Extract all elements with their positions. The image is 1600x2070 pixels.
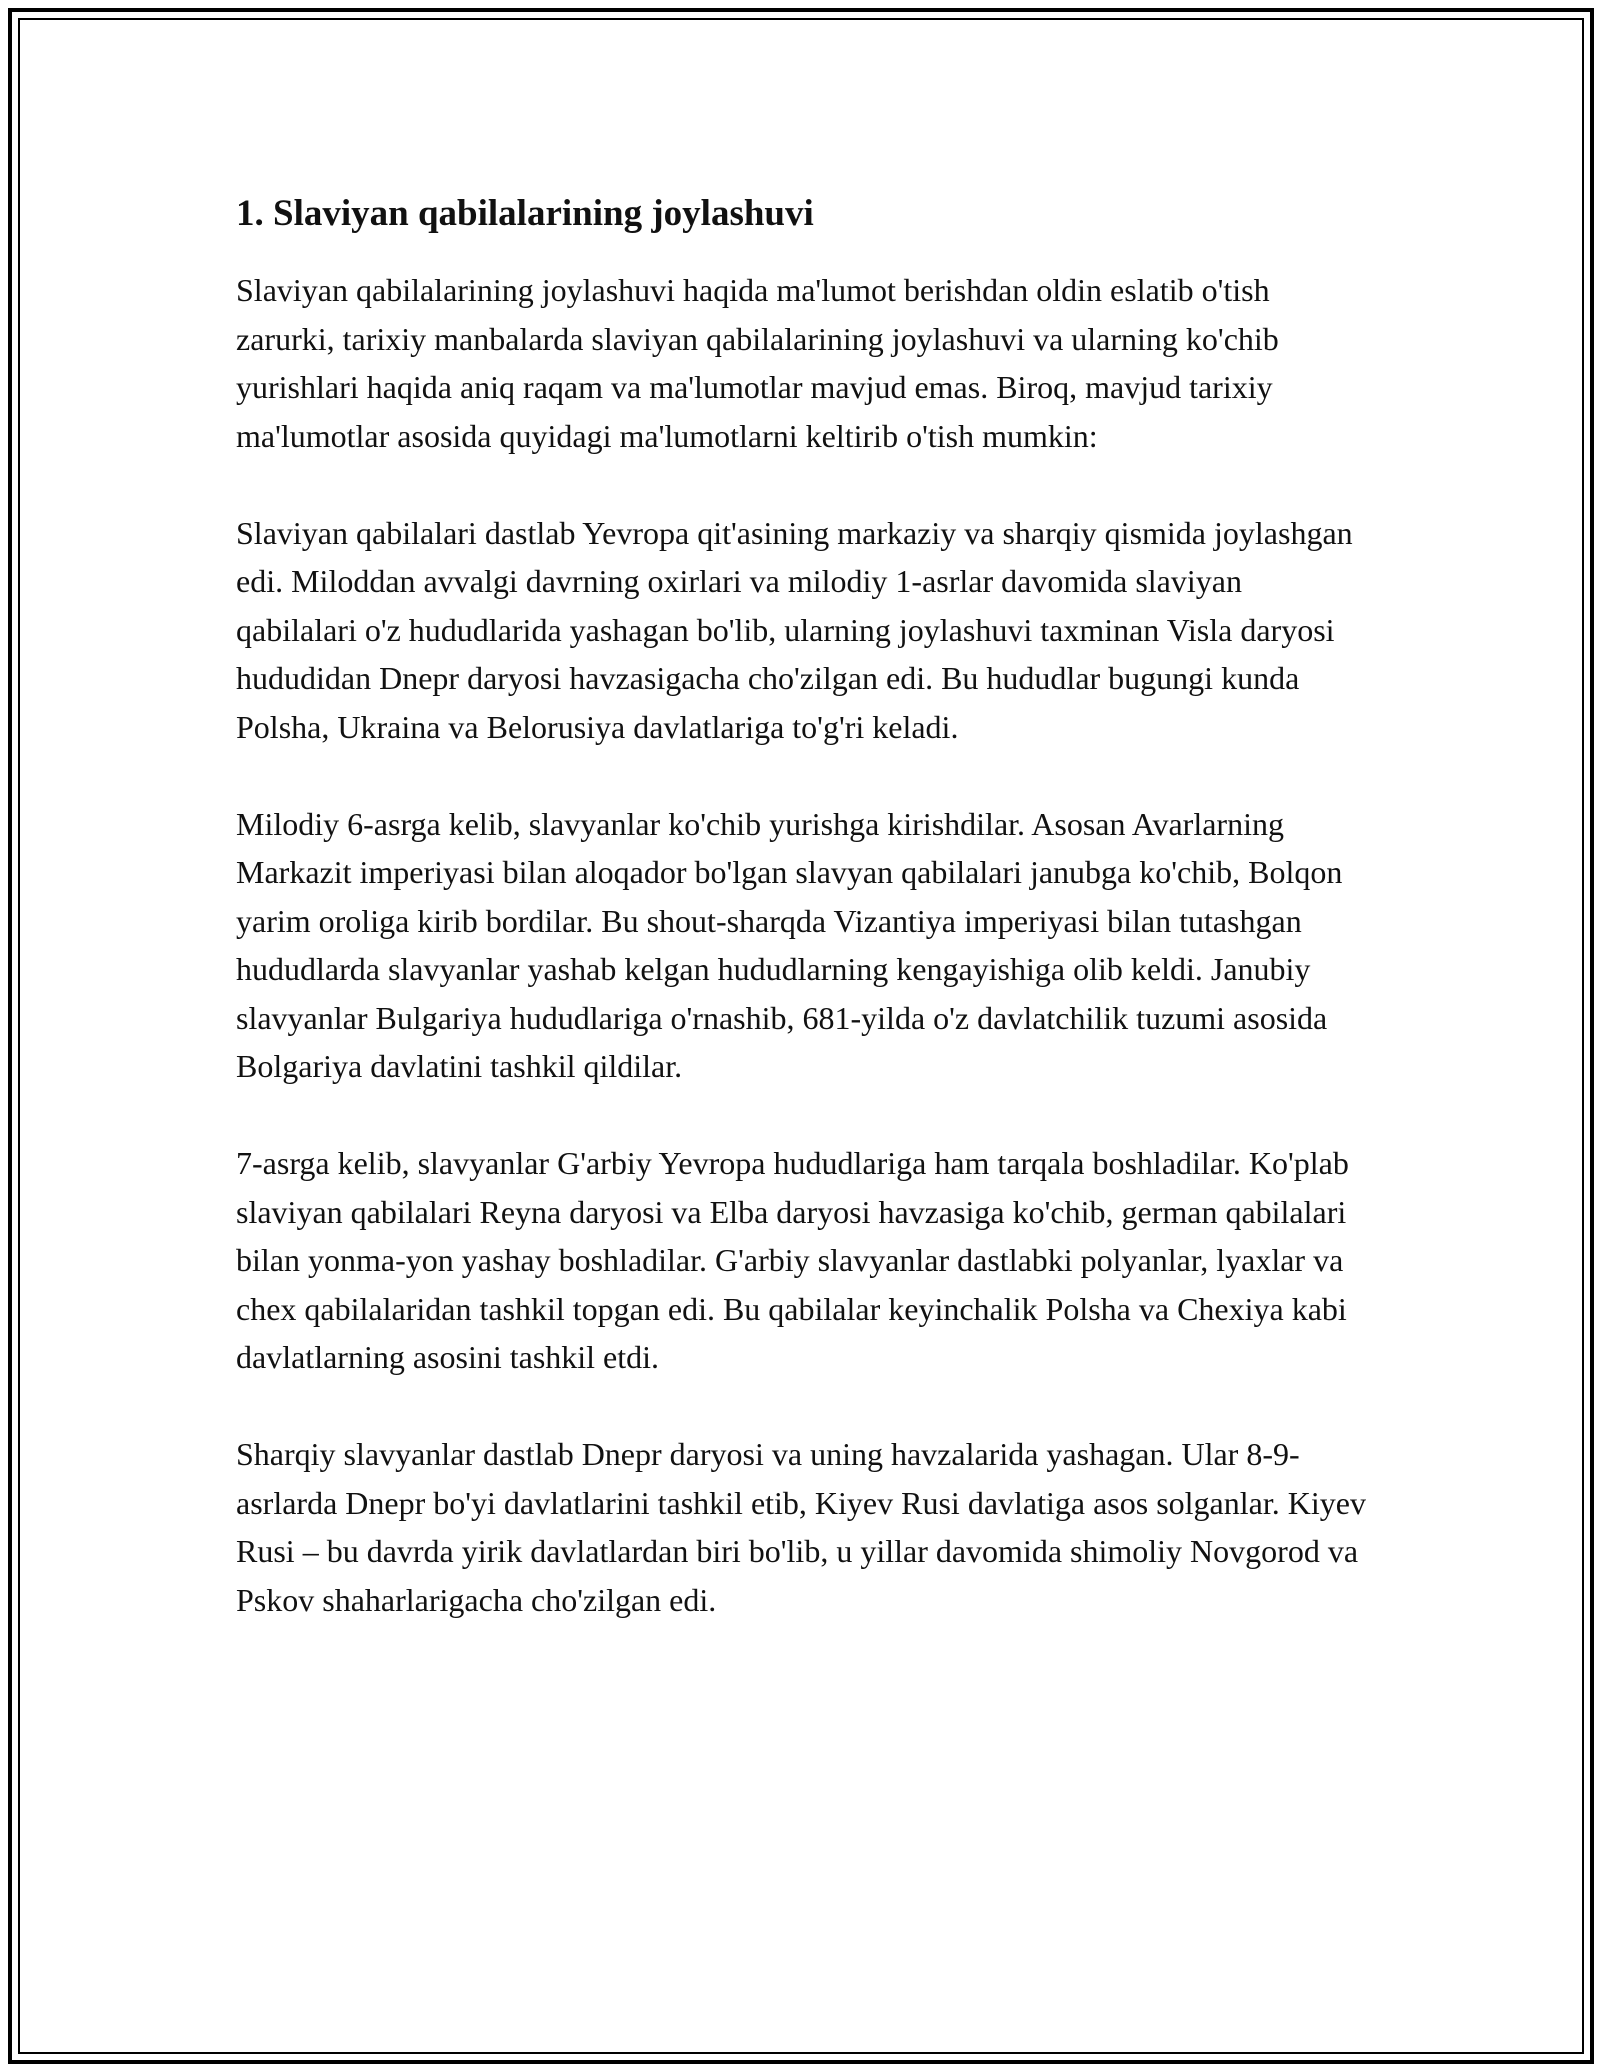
paragraph-eastern-slavs: Sharqiy slavyanlar dastlab Dnepr daryosi va uning havzalarida yashagan. Ular 8-9-asrlarda Dnepr bo'yi davlatlarini tashkil etib, Kiyev Rusi davlatiga asos solganlar. Kiyev Rusi – bu davrda yirik davlatlardan biri bo'lib, u yillar davomida shimoliy Novgorod va Pskov shaharlarigacha cho'zilgan edi.: [236, 1436, 1366, 1618]
paragraph-western-migration: 7-asrga kelib, slavyanlar G'arbiy Yevropa hududlariga ham tarqala boshladilar. Ko'plab slaviyan qabilalari Reyna daryosi va Elba daryosi havzasiga ko'chib, german qabilalari bilan yonma-yon yashay boshladilar. G'arbiy slavyanlar dastlabki polyanlar, lyaxlar va chex qabilalaridan tashkil topgan edi. Bu qabilalar keyinchalik Polsha va Chexiya kabi davlatlarning asosini tashkil etdi.: [236, 1145, 1349, 1375]
section-heading: 1. Slaviyan qabilalarining joylashuvi: [236, 193, 814, 234]
document-body: [236, 186, 1366, 1673]
paragraph-intro: Slaviyan qabilalarining joylashuvi haqida ma'lumot berishdan oldin eslatib o'tish zarurki, tarixiy manbalarda slaviyan qabilalarining joylashuvi va ularning ko'chib yurishlari haqida aniq raqam va ma'lumotlar mavjud emas. Biroq, mavjud tarixiy ma'lumotlar asosida quyidagi ma'lumotlarni keltirib o'tish mumkin:: [236, 272, 1279, 454]
paragraph-original-location: Slaviyan qabilalari dastlab Yevropa qit'asining markaziy va sharqiy qismida joylashgan edi. Miloddan avvalgi davrning oxirlari va milodiy 1-asrlar davomida slaviyan qabilalari o'z hududlarida yashagan bo'lib, ularning joylashuvi taxminan Visla daryosi hududidan Dnepr daryosi havzasigacha cho'zilgan edi. Bu hududlar bugungi kunda Polsha, Ukraina va Belorusiya davlatlariga to'g'ri keladi.: [236, 514, 1353, 745]
paragraph-southern-migration: Milodiy 6-asrga kelib, slavyanlar ko'chib yurishga kirishdilar. Asosan Avarlarning Markazit imperiyasi bilan aloqador bo'lgan slavyan qabilalari janubga ko'chib, Bolqon yarim oroliga kirib bordilar. Bu shout-sharqda Vizantiya imperiyasi bilan tutashgan hududlarda slavyanlar yashab kelgan hududlarning kengayishiga olib keldi. Janubiy slavyanlar Bulgariya hududlariga o'rnashib, 681-yilda o'z davlatchilik tuzumi asosida Bolgariya davlatini tashkil qildilar.: [236, 805, 1343, 1084]
